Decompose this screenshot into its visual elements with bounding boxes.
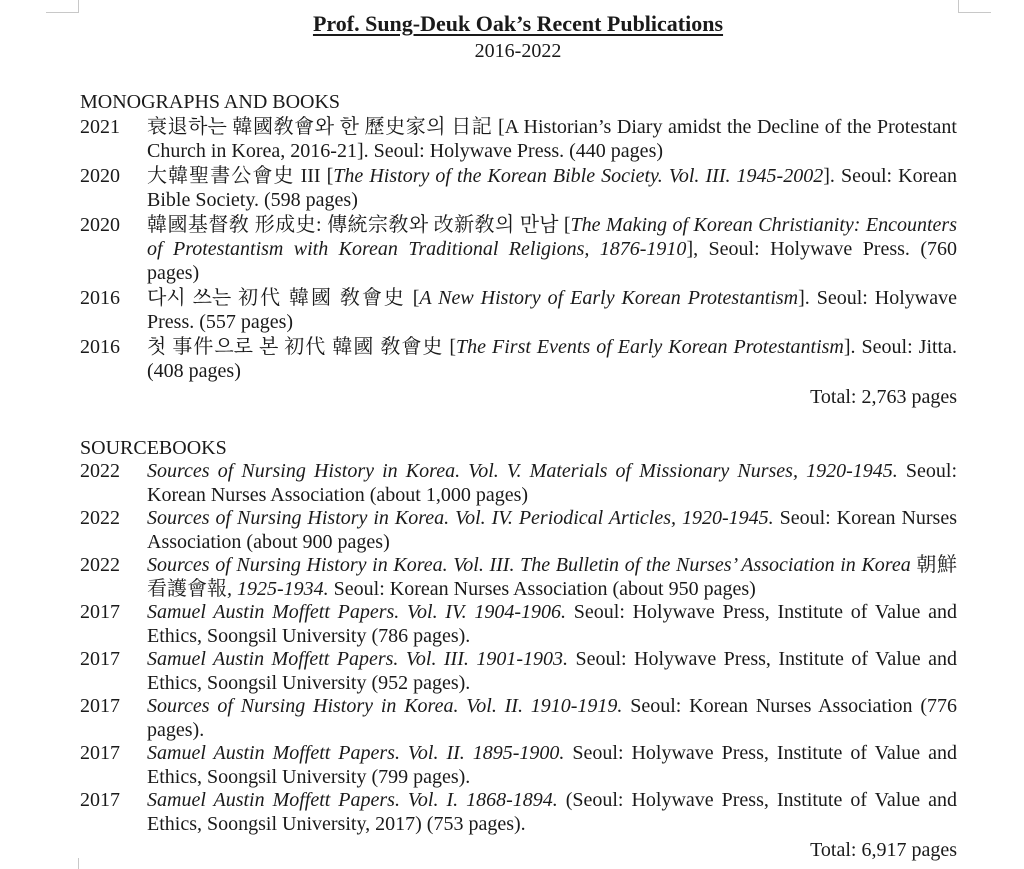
citation-text: Seoul: Holywave Press, Institute of Value and Ethics, Soongsil University (952 pages). bbox=[147, 648, 958, 694]
citation-title-italic: Sources of Nursing History in Korea. Vol. V. Materials of Missionary Nurses, 1920-1945. bbox=[147, 460, 898, 482]
citation-text: 첫 事件으로 본 初代 韓國 敎會史 [ bbox=[147, 336, 457, 358]
citation-text: Seoul: Holywave Press, Institute of Value and Ethics, Soongsil University (799 pages). bbox=[147, 742, 958, 788]
publication-year: 2016 bbox=[80, 287, 120, 309]
citation-title-italic: Samuel Austin Moffett Papers. Vol. III. 1901-1903. bbox=[147, 648, 568, 670]
publication-entry bbox=[80, 506, 957, 554]
publication-entry bbox=[80, 164, 957, 212]
citation-text: Seoul: Korean Nurses Association (about 1,000 pages) bbox=[147, 460, 957, 506]
citation-text: 朝鮮看護會報 bbox=[147, 554, 958, 600]
citation-text: ]. Seoul: Jitta. (408 pages) bbox=[147, 336, 957, 382]
publication-year: 2022 bbox=[80, 507, 120, 529]
publication-year: 2020 bbox=[80, 214, 120, 236]
publication-citation bbox=[147, 286, 957, 334]
monographs-heading: MONOGRAPHS AND BOOKS bbox=[80, 91, 341, 113]
publication-year: 2017 bbox=[80, 695, 120, 717]
publication-entry bbox=[80, 600, 957, 648]
publication-citation bbox=[147, 335, 957, 383]
citation-title-italic: A New History of Early Korean Protestantism bbox=[419, 287, 799, 309]
publication-entry bbox=[80, 335, 957, 383]
publication-year: 2017 bbox=[80, 789, 120, 811]
publication-year: 2017 bbox=[80, 601, 120, 623]
sourcebooks-total: Total: 6,917 pages bbox=[810, 839, 957, 861]
citation-text: ]. Seoul: Holywave Press. (557 pages) bbox=[147, 287, 957, 333]
citation-text: Seoul: Korean Nurses Association (about 950 pages) bbox=[328, 578, 756, 600]
publication-citation bbox=[147, 506, 957, 554]
publication-entry bbox=[80, 694, 957, 742]
publication-citation bbox=[147, 553, 957, 601]
publication-citation bbox=[147, 741, 957, 789]
citation-text: 衰退하는 韓國敎會와 한 歷史家의 日記 [A Historian’s Diary amidst the Decline of the Protestant Church in Korea, 2016-21]. Seoul: Holywave Press. (440 pages) bbox=[147, 116, 957, 162]
citation-text: 韓國基督敎 形成史: 傳統宗敎와 改新敎의 만남 [ bbox=[147, 214, 571, 236]
publication-entry bbox=[80, 115, 957, 163]
publication-entry bbox=[80, 459, 957, 507]
citation-title-italic: The Making of Korean Christianity: Encounters of Protestantism with Korean Traditional Religions, 1876-1910 bbox=[147, 214, 957, 260]
publication-citation bbox=[147, 164, 957, 212]
citation-title-italic: Samuel Austin Moffett Papers. Vol. IV. 1904-1906. bbox=[147, 601, 567, 623]
citation-title-italic: The History of the Korean Bible Society. Vol. III. 1945-2002 bbox=[333, 165, 824, 187]
citation-text: ]. Seoul: Korean Bible Society. (598 pages) bbox=[147, 165, 957, 211]
sourcebooks-list bbox=[80, 459, 957, 836]
publication-citation bbox=[147, 788, 957, 836]
document-title: Prof. Sung-Deuk Oak’s Recent Publications bbox=[312, 11, 724, 36]
citation-text: 大韓聖書公會史 III [ bbox=[147, 165, 334, 187]
publication-entry bbox=[80, 741, 957, 789]
monographs-list bbox=[80, 115, 957, 383]
publication-year: 2016 bbox=[80, 336, 120, 358]
citation-title-italic: Sources of Nursing History in Korea. Vol. II. 1910-1919. bbox=[147, 695, 623, 717]
citation-text: ], Seoul: Holywave Press. (760 pages) bbox=[147, 238, 958, 284]
publication-citation bbox=[147, 600, 957, 648]
citation-title-italic: Sources of Nursing History in Korea. Vol. IV. Periodical Articles, 1920-1945. bbox=[147, 507, 774, 529]
citation-title-italic: Samuel Austin Moffett Papers. Vol. II. 1895-1900. bbox=[147, 742, 565, 764]
publication-year: 2022 bbox=[80, 554, 120, 576]
citation-text: 다시 쓰는 初代 韓國 敎會史 [ bbox=[147, 287, 420, 309]
citation-text: Seoul: Korean Nurses Association (about 900 pages) bbox=[147, 507, 957, 553]
publication-year: 2017 bbox=[80, 648, 120, 670]
monographs-section bbox=[80, 90, 957, 409]
publication-entry bbox=[80, 213, 957, 285]
publication-year: 2021 bbox=[80, 116, 120, 138]
publication-entry bbox=[80, 647, 957, 695]
publication-citation bbox=[147, 459, 957, 507]
citation-text: Seoul: Holywave Press, Institute of Value and Ethics, Soongsil University (786 pages). bbox=[147, 601, 957, 647]
publication-citation bbox=[147, 115, 957, 163]
citation-title-italic: Samuel Austin Moffett Papers. Vol. I. 1868-1894. bbox=[147, 789, 558, 811]
citation-title-italic: , 1925-1934. bbox=[227, 578, 329, 600]
citation-text: (Seoul: Holywave Press, Institute of Value and Ethics, Soongsil University, 2017) (753 pages). bbox=[147, 789, 957, 835]
sourcebooks-heading: SOURCEBOOKS bbox=[80, 437, 227, 459]
document-subtitle: 2016-2022 bbox=[474, 40, 562, 62]
publication-year: 2022 bbox=[80, 460, 120, 482]
citation-title-italic: The First Events of Early Korean Protestantism bbox=[456, 336, 844, 358]
sourcebooks-section bbox=[80, 436, 957, 862]
publication-entry bbox=[80, 788, 957, 836]
publication-citation bbox=[147, 213, 957, 285]
publication-citation bbox=[147, 694, 957, 742]
publication-entry bbox=[80, 553, 957, 601]
citation-text: Seoul: Korean Nurses Association (776 pages). bbox=[147, 695, 957, 741]
publication-entry bbox=[80, 286, 957, 334]
monographs-total: Total: 2,763 pages bbox=[810, 386, 957, 408]
publication-year: 2017 bbox=[80, 742, 120, 764]
publication-year: 2020 bbox=[80, 165, 120, 187]
citation-title-italic: Sources of Nursing History in Korea. Vol. III. The Bulletin of the Nurses’ Association in Korea bbox=[147, 554, 917, 576]
publication-citation bbox=[147, 647, 957, 695]
